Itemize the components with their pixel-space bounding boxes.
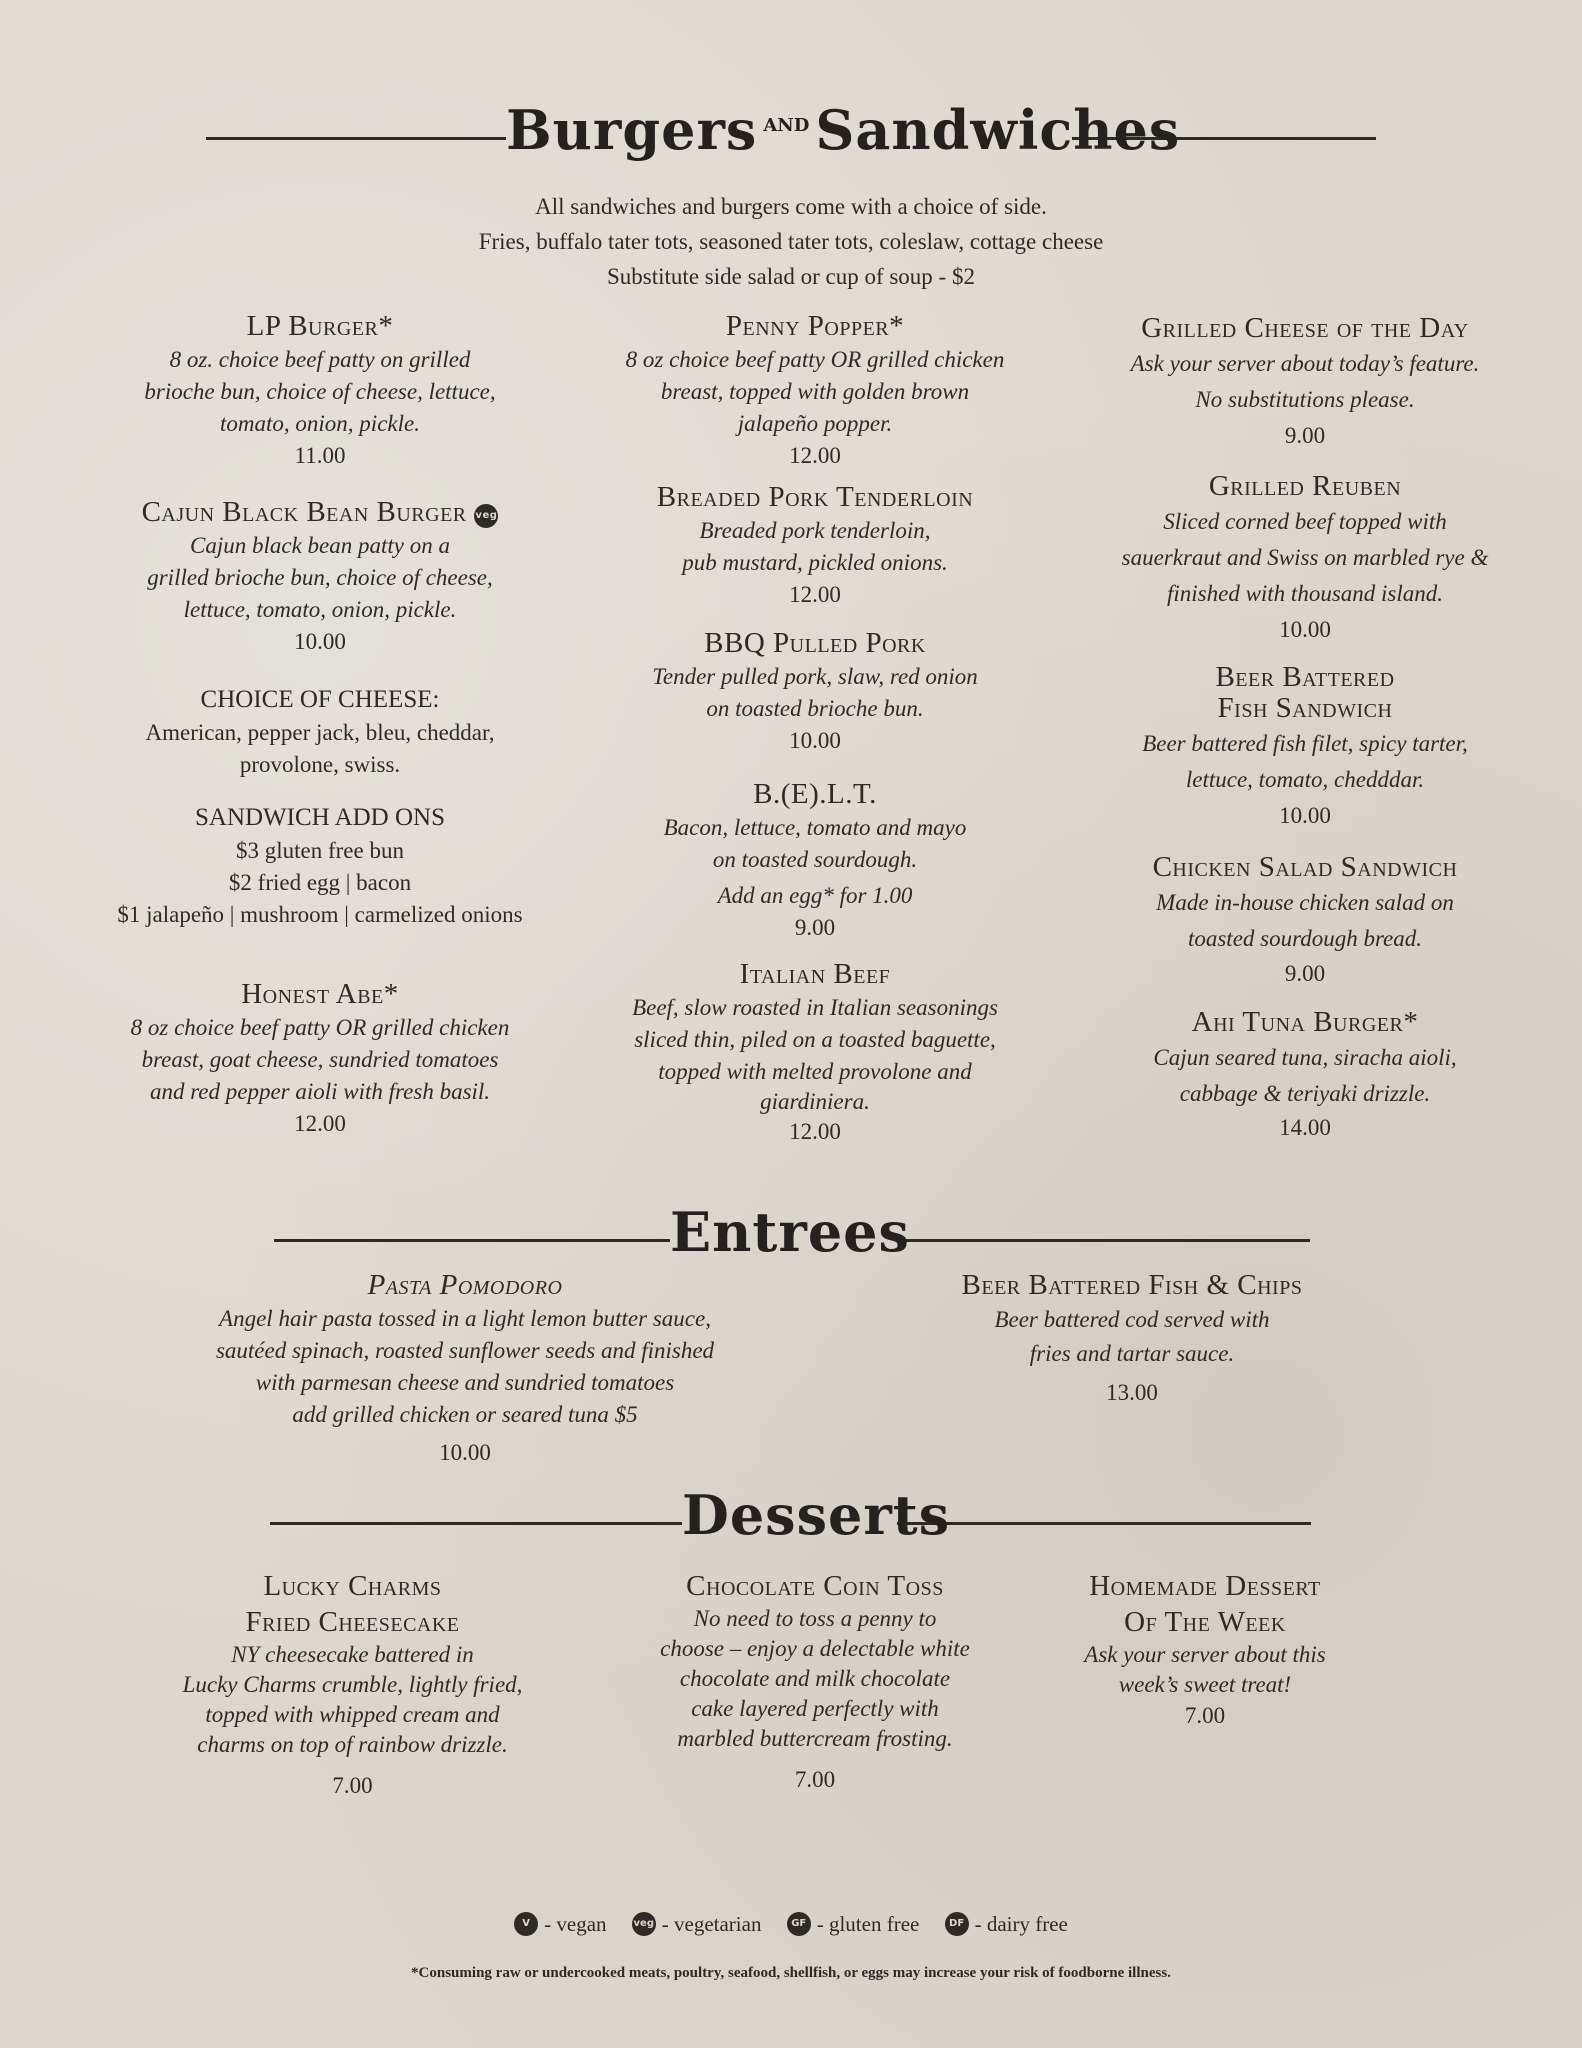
item-name: Lucky Charms Fried Cheesecake (245, 1570, 460, 1638)
item-price: 11.00 (294, 443, 346, 468)
entrees-rule-left (274, 1239, 670, 1242)
menu-item-cajun-black-bean-burger (80, 494, 560, 658)
section-title-burgers: Burgers AND Sandwiches (506, 98, 1181, 162)
item-name: Cajun Black Bean Burger veg (141, 496, 498, 528)
item-desc: No need to toss a penny to choose – enjoy a delectable white chocolate and milk chocolate cake layered perfectly with marbled buttercream frosting. (660, 1606, 970, 1751)
item-desc: Ask your server about this week’s sweet treat! (1084, 1642, 1326, 1697)
item-price: 9.00 (794, 915, 836, 940)
item-price: 10.00 (294, 629, 346, 654)
menu-item-lp-burger (80, 308, 560, 472)
vegetarian-icon: veg (632, 1912, 656, 1936)
item-desc: 8 oz choice beef patty OR grilled chicken breast, goat cheese, sundried tomatoes and red pepper aioli with fresh basil. (130, 1015, 510, 1104)
desserts-rule-left (270, 1522, 682, 1525)
section-title-desserts: Desserts (682, 1483, 951, 1547)
intro-text: All sandwiches and burgers come with a choice of side. Fries, buffalo tater tots, seasoned tater tots, coleslaw, cottage cheese Substitute side salad or cup of soup - $2 (478, 194, 1104, 289)
footnote-disclaimer: *Consuming raw or undercooked meats, poultry, seafood, shellfish, or eggs may increase your risk of foodborne illness. (411, 1965, 1171, 1981)
item-name: LP Burger* (246, 310, 394, 342)
item-desc: Breaded pork tenderloin, pub mustard, pickled onions. (682, 518, 948, 575)
item-name: Honest Abe* (241, 978, 399, 1010)
menu-item-penny-popper (570, 308, 1060, 472)
menu-item-beer-battered-fish-sandwich (1065, 662, 1545, 834)
header-rule-left (206, 137, 506, 140)
item-price: 12.00 (789, 1119, 841, 1144)
legend-vegetarian: veg - vegetarian (633, 1911, 762, 1936)
item-price: 12.00 (789, 582, 841, 607)
menu-item-chicken-salad-sandwich (1065, 849, 1545, 991)
choice-of-cheese: CHOICE OF CHEESE: American, pepper jack, bleu, cheddar, provolone, swiss. (80, 683, 560, 781)
menu-item-honest-abe (70, 976, 570, 1140)
item-desc: Beef, slow roasted in Italian seasonings sliced thin, piled on a toasted baguette, topped with melted provolone and giardiniera. (632, 995, 998, 1114)
menu-item-italian-beef (560, 956, 1070, 1148)
item-name: Breaded Pork Tenderloin (656, 481, 974, 513)
item-desc: Tender pulled pork, slaw, red onion on toasted brioche bun. (652, 664, 978, 721)
item-desc: 8 oz. choice beef patty on grilled brioche bun, choice of cheese, lettuce, tomato, onion, pickle. (144, 347, 496, 436)
item-name: Pasta Pomodoro (367, 1269, 563, 1301)
item-desc: Made in-house chicken salad on toasted sourdough bread. (1156, 890, 1454, 951)
item-desc: Cajun black bean patty on a grilled brioche bun, choice of cheese, lettuce, tomato, onion, pickle. (147, 533, 493, 622)
menu-item-bbq-pulled-pork (570, 625, 1060, 757)
item-name: BBQ Pulled Pork (704, 627, 926, 659)
item-price: 12.00 (789, 443, 841, 468)
item-price: 9.00 (1284, 961, 1326, 986)
item-name: B.(E).L.T. (753, 778, 877, 810)
item-price: 12.00 (294, 1111, 346, 1136)
dairy-free-icon: DF (945, 1912, 969, 1936)
vegetarian-icon: veg (474, 504, 498, 528)
menu-item-lucky-charms-cheesecake (130, 1568, 575, 1802)
addons-label: SANDWICH ADD ONS (194, 804, 445, 831)
item-desc: Beer battered cod served with fries and tartar sauce. (994, 1307, 1270, 1366)
item-price: 10.00 (439, 1440, 491, 1465)
item-desc: Ask your server about today’s feature. No substitutions please. (1130, 351, 1480, 412)
item-add-egg: Add an egg* for 1.00 (717, 883, 913, 908)
item-price: 13.00 (1106, 1380, 1158, 1405)
item-desc: Cajun seared tuna, siracha aioli, cabbage & teriyaki drizzle. (1153, 1045, 1457, 1106)
item-desc: 8 oz choice beef patty OR grilled chicken breast, topped with golden brown jalapeño popper. (625, 347, 1005, 436)
menu-item-grilled-reuben (1065, 468, 1545, 648)
item-desc: Angel hair pasta tossed in a light lemon butter sauce, sautéed spinach, roasted sunflower seeds and finished with parmesan cheese and sundried tomatoes add grilled chicken or seared tuna $5 (215, 1306, 715, 1427)
menu-item-breaded-pork-tenderloin (570, 479, 1060, 611)
item-price: 7.00 (794, 1767, 836, 1792)
item-price: 10.00 (789, 728, 841, 753)
item-price: 10.00 (1279, 617, 1331, 642)
menu-item-chocolate-coin-toss (590, 1568, 1040, 1796)
legend-dairy-free: DF - dairy free (945, 1912, 1068, 1937)
desserts-rule-right (897, 1522, 1311, 1525)
item-desc: Sliced corned beef topped with sauerkraut and Swiss on marbled rye & finished with thousand island. (1121, 509, 1489, 606)
item-name: Italian Beef (739, 958, 891, 990)
section-title-entrees: Entrees (670, 1200, 910, 1264)
title-and: AND (763, 115, 810, 136)
item-name: Beer Battered Fish & Chips (961, 1269, 1303, 1301)
item-name: Ahi Tuna Burger* (1191, 1006, 1419, 1038)
item-name: Chocolate Coin Toss (686, 1570, 944, 1602)
gluten-free-icon: GF (787, 1912, 811, 1936)
item-name: Homemade Dessert Of The Week (1089, 1570, 1321, 1638)
menu-item-homemade-dessert (1020, 1568, 1390, 1732)
item-name: Penny Popper* (725, 310, 905, 342)
item-name: Grilled Cheese of the Day (1141, 312, 1469, 344)
legend-gluten-free: GF - gluten free (787, 1912, 920, 1937)
vegan-icon: V (514, 1912, 538, 1936)
menu-item-pasta-pomodoro (180, 1267, 750, 1469)
item-name: Grilled Reuben (1208, 470, 1402, 502)
item-desc: Bacon, lettuce, tomato and mayo on toasted sourdough. (663, 815, 967, 872)
legend-vegan: V - vegan (514, 1912, 606, 1937)
cheese-label: CHOICE OF CHEESE: (200, 686, 440, 713)
item-price: 14.00 (1279, 1115, 1331, 1140)
item-desc: NY cheesecake battered in Lucky Charms crumble, lightly fried, topped with whipped cream and charms on top of rainbow drizzle. (182, 1642, 523, 1757)
menu-item-ahi-tuna-burger (1065, 1004, 1545, 1144)
menu-item-beer-battered-fish-chips (882, 1267, 1382, 1409)
item-price: 7.00 (332, 1773, 373, 1798)
entrees-rule-right (898, 1239, 1310, 1242)
menu-item-grilled-cheese (1065, 310, 1545, 454)
item-price: 9.00 (1284, 423, 1326, 448)
item-name: Beer Battered Fish Sandwich (1215, 661, 1395, 724)
item-price: 10.00 (1279, 803, 1331, 828)
item-name: Chicken Salad Sandwich (1152, 851, 1458, 883)
item-desc: Beer battered fish filet, spicy tarter, lettuce, tomato, chedddar. (1142, 731, 1468, 792)
item-price: 7.00 (1184, 1703, 1226, 1728)
sandwich-add-ons: SANDWICH ADD ONS $3 gluten free bun $2 fried egg | bacon $1 jalapeño | mushroom | carmelized onions (60, 801, 580, 931)
menu-item-belt (570, 776, 1060, 944)
dietary-legend (300, 1907, 1282, 1937)
